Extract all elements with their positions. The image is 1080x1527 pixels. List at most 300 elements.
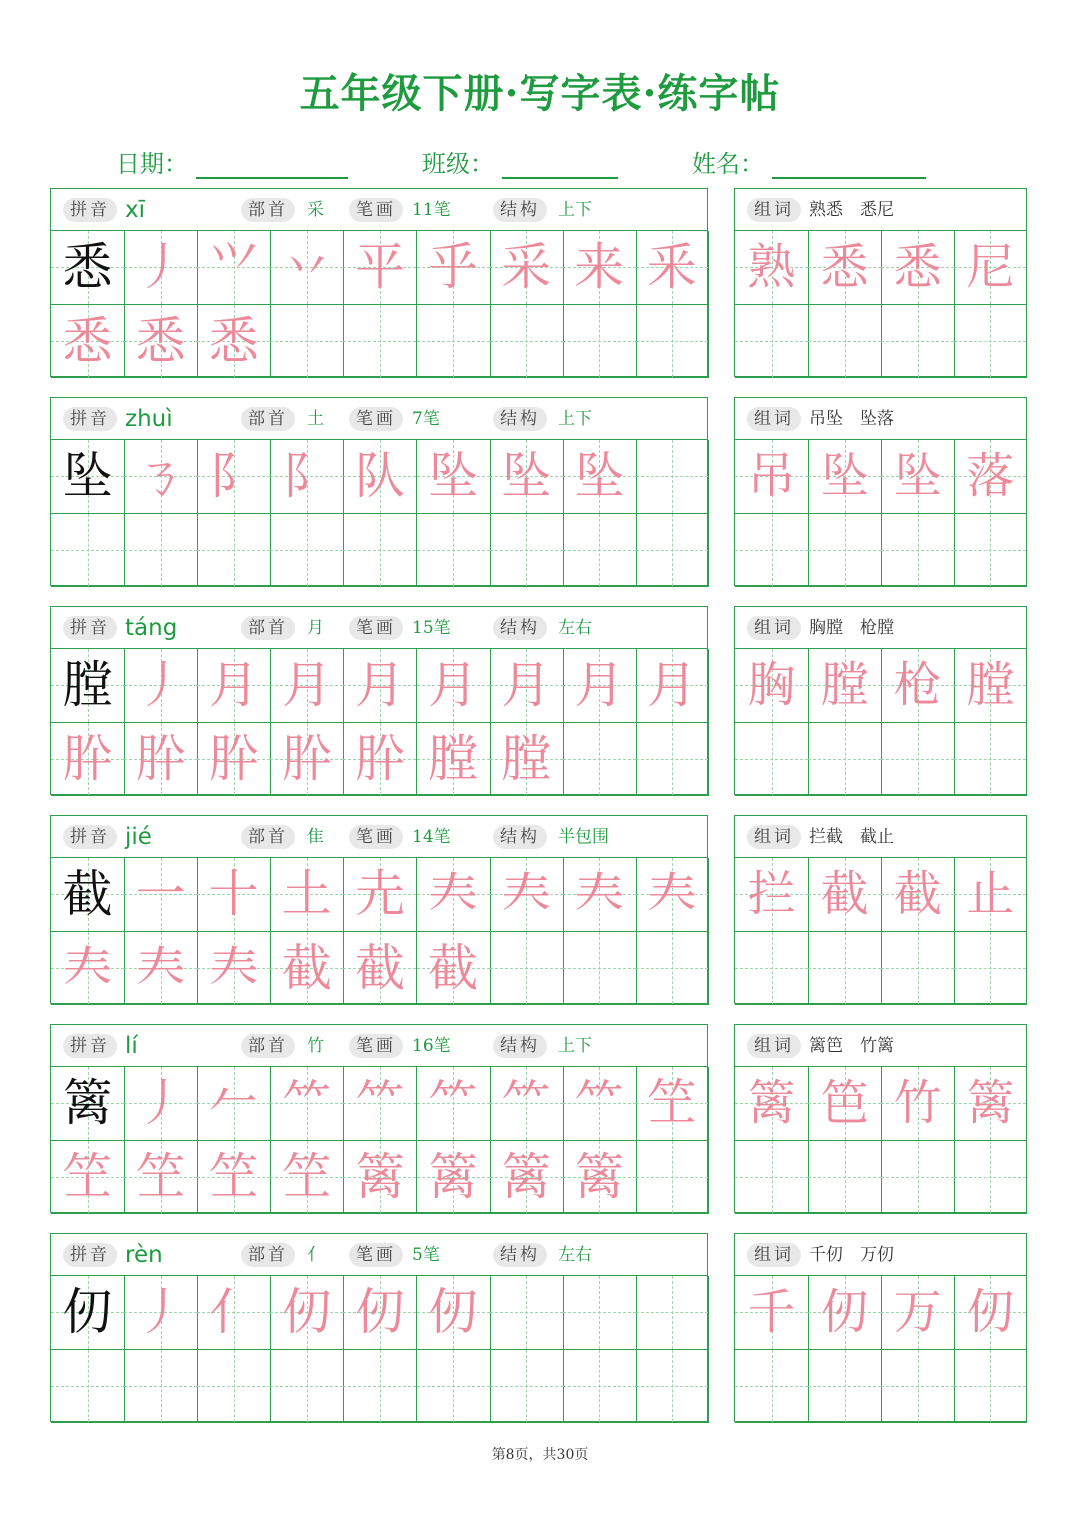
stroke-step-char: 丷: [281, 238, 332, 296]
grid-cell[interactable]: [563, 932, 637, 1006]
grid-guide-vertical: [990, 1350, 991, 1423]
grid-cell[interactable]: [124, 440, 198, 514]
stroke-step-char: 亻: [208, 1283, 259, 1341]
grid-cell[interactable]: [417, 932, 491, 1006]
radical-value: 竹: [307, 1036, 324, 1056]
grid-cell[interactable]: [881, 932, 955, 1006]
date-blank[interactable]: [196, 149, 348, 179]
grid-cell[interactable]: [636, 1350, 709, 1424]
grid-cell[interactable]: [735, 1141, 809, 1215]
grid-cell[interactable]: [808, 1067, 882, 1141]
grid-cell[interactable]: [490, 1350, 564, 1424]
grid-guide-vertical: [672, 440, 673, 513]
grid-guide-vertical: [234, 514, 235, 587]
grid-cell[interactable]: [51, 514, 125, 588]
grid-cell[interactable]: [270, 1067, 344, 1141]
grid-cell[interactable]: [735, 1067, 809, 1141]
grid-cell[interactable]: [954, 1067, 1027, 1141]
grid-cell[interactable]: [51, 649, 125, 723]
grid-cell[interactable]: [270, 723, 344, 797]
grid-guide-vertical: [990, 932, 991, 1005]
grid-cell[interactable]: [954, 932, 1027, 1006]
grid-cell[interactable]: [417, 514, 491, 588]
grid-cell[interactable]: [563, 723, 637, 797]
grid-cell[interactable]: [490, 231, 564, 305]
stroke-step-char: 月: [428, 656, 479, 714]
grid-cell[interactable]: [270, 932, 344, 1006]
grid-cell[interactable]: [490, 1141, 564, 1215]
grid-cell[interactable]: [343, 1067, 417, 1141]
stroke-step-char: 膛: [428, 729, 479, 788]
grid-cell[interactable]: [808, 1141, 882, 1215]
stroke-step-char: ⺮: [501, 1074, 552, 1132]
block-header: [51, 398, 707, 440]
grid-cell[interactable]: [881, 1067, 955, 1141]
grid-cell[interactable]: [563, 649, 637, 723]
page-title: 五年级下册·写字表·练字帖: [299, 70, 781, 117]
class-label: 班级：: [422, 150, 494, 178]
grid-guide-vertical: [380, 514, 381, 587]
grid-cell[interactable]: [270, 514, 344, 588]
block-header: [51, 1234, 707, 1276]
grid-guide-vertical: [88, 514, 89, 587]
grid-cell[interactable]: [808, 440, 882, 514]
word-char: 膛: [820, 657, 869, 713]
word-char: 篱: [747, 1075, 796, 1131]
grid-cell[interactable]: [124, 305, 198, 379]
pinyin-value: xī: [125, 197, 146, 223]
grid-cell[interactable]: [954, 1141, 1027, 1215]
grid-guide-vertical: [918, 723, 919, 796]
grid-cell[interactable]: [954, 723, 1027, 797]
word-char: 止: [966, 866, 1015, 922]
stroke-step-char: 悉: [208, 311, 259, 370]
word-char: 落: [966, 448, 1015, 504]
grid-cell[interactable]: [343, 1141, 417, 1215]
grid-cell[interactable]: [490, 514, 564, 588]
structure-label: 结构: [493, 1243, 547, 1267]
grid-cell[interactable]: [343, 1350, 417, 1424]
pinyin-label: 拼音: [63, 1034, 117, 1058]
grid-guide-vertical: [672, 1141, 673, 1214]
words-label: 组词: [747, 407, 801, 431]
grid-cell[interactable]: [343, 723, 417, 797]
grid-cell[interactable]: [197, 1141, 271, 1215]
grid-cell[interactable]: [270, 231, 344, 305]
grid-cell[interactable]: [343, 649, 417, 723]
grid-cell[interactable]: [954, 858, 1027, 932]
strokes-value: 5笔: [412, 1245, 440, 1265]
words-value: 胸膛 枪膛: [809, 618, 894, 638]
stroke-step-char: 𡗗: [428, 865, 479, 923]
words-value: 千仞 万仞: [809, 1245, 894, 1265]
grid-cell[interactable]: [270, 858, 344, 932]
grid-cell[interactable]: [563, 1350, 637, 1424]
radical-label: 部首: [241, 407, 295, 431]
grid-cell[interactable]: [124, 514, 198, 588]
grid-cell[interactable]: [197, 305, 271, 379]
grid-cell[interactable]: [197, 1067, 271, 1141]
grid-cell[interactable]: [808, 723, 882, 797]
grid-cell[interactable]: [417, 1350, 491, 1424]
grid-cell[interactable]: [124, 1141, 198, 1215]
stroke-step-char: 采: [501, 238, 552, 296]
page-footer: 第8页，共30页: [491, 1447, 589, 1463]
grid-cell[interactable]: [735, 932, 809, 1006]
pinyin-value: rèn: [125, 1242, 163, 1268]
grid-cell[interactable]: [490, 305, 564, 379]
word-practice-block: [734, 815, 1027, 1004]
grid-cell[interactable]: [881, 1276, 955, 1350]
word-char: 拦: [747, 866, 796, 922]
char-practice-block: [50, 606, 708, 795]
stroke-step-char: 仞: [354, 1283, 405, 1341]
grid-cell[interactable]: [197, 440, 271, 514]
grid-cell[interactable]: [563, 514, 637, 588]
stroke-step-char: 月: [354, 656, 405, 714]
grid-cell[interactable]: [197, 932, 271, 1006]
grid-cell[interactable]: [636, 514, 709, 588]
stroke-step-char: 阝: [281, 447, 332, 505]
stroke-step-char: 坠: [574, 447, 625, 505]
grid-cell[interactable]: [124, 1276, 198, 1350]
grid-cell[interactable]: [954, 440, 1027, 514]
grid-cell[interactable]: [124, 1350, 198, 1424]
grid-cell[interactable]: [490, 723, 564, 797]
grid-cell[interactable]: [735, 305, 809, 379]
grid-guide-vertical: [526, 305, 527, 378]
stroke-step-char: 笁: [646, 1074, 697, 1132]
stroke-step-char: 月: [574, 656, 625, 714]
stroke-step-char: 肸: [354, 729, 405, 788]
words-label: 组词: [747, 616, 801, 640]
grid-cell[interactable]: [954, 1276, 1027, 1350]
grid-cell[interactable]: [808, 858, 882, 932]
stroke-step-char: 坠: [428, 447, 479, 505]
grid-guide-vertical: [453, 1350, 454, 1423]
grid-cell[interactable]: [954, 305, 1027, 379]
strokes-value: 7笔: [412, 409, 440, 429]
stroke-step-char: 一: [135, 865, 186, 923]
grid-cell[interactable]: [490, 649, 564, 723]
grid-cell[interactable]: [735, 649, 809, 723]
grid-cell[interactable]: [735, 1350, 809, 1424]
grid-cell[interactable]: [417, 1141, 491, 1215]
grid-cell[interactable]: [343, 1276, 417, 1350]
stroke-step-char: 丿: [135, 238, 186, 296]
grid-guide-vertical: [918, 1141, 919, 1214]
grid-guide-vertical: [453, 305, 454, 378]
stroke-step-char: 肸: [208, 729, 259, 788]
word-char: 仞: [820, 1284, 869, 1340]
grid-cell[interactable]: [417, 231, 491, 305]
words-value: 拦截 截止: [809, 827, 894, 847]
grid-cell[interactable]: [881, 440, 955, 514]
word-char: 枪: [893, 657, 942, 713]
stroke-step-char: 队: [354, 447, 405, 505]
grid-cell[interactable]: [343, 514, 417, 588]
grid-cell[interactable]: [808, 932, 882, 1006]
grid-cell[interactable]: [270, 1276, 344, 1350]
grid-cell[interactable]: [197, 1276, 271, 1350]
grid-cell[interactable]: [197, 231, 271, 305]
grid-cell[interactable]: [197, 649, 271, 723]
strokes-label: 笔画: [349, 198, 403, 222]
word-practice-block: [734, 397, 1027, 586]
grid-cell[interactable]: [881, 649, 955, 723]
grid-cell[interactable]: [563, 858, 637, 932]
stroke-step-char: 𡗗: [135, 938, 186, 997]
grid-cell[interactable]: [343, 858, 417, 932]
grid-cell[interactable]: [51, 1350, 125, 1424]
grid-guide-vertical: [845, 723, 846, 796]
grid-cell[interactable]: [563, 440, 637, 514]
stroke-step-char: 膛: [501, 729, 552, 788]
grid-cell[interactable]: [417, 305, 491, 379]
grid-guide-vertical: [672, 1276, 673, 1349]
grid-cell[interactable]: [51, 440, 125, 514]
grid-guide-vertical: [845, 305, 846, 378]
grid-guide-vertical: [772, 305, 773, 378]
grid-guide-vertical: [772, 723, 773, 796]
structure-label: 结构: [493, 198, 547, 222]
grid-cell[interactable]: [563, 305, 637, 379]
grid-cell[interactable]: [51, 932, 125, 1006]
stroke-step-char: 𡗗: [646, 865, 697, 923]
grid-cell[interactable]: [954, 231, 1027, 305]
grid-cell[interactable]: [735, 723, 809, 797]
grid-cell[interactable]: [808, 231, 882, 305]
block-header: [51, 1025, 707, 1067]
grid-cell[interactable]: [343, 932, 417, 1006]
grid-cell[interactable]: [808, 1350, 882, 1424]
grid-cell[interactable]: [563, 231, 637, 305]
grid-cell[interactable]: [735, 858, 809, 932]
grid-cell[interactable]: [563, 1276, 637, 1350]
grid-cell[interactable]: [124, 231, 198, 305]
grid-cell[interactable]: [197, 858, 271, 932]
grid-cell[interactable]: [51, 231, 125, 305]
words-label: 组词: [747, 1034, 801, 1058]
stroke-step-char: ⺮: [428, 1074, 479, 1132]
grid-cell[interactable]: [954, 649, 1027, 723]
words-label: 组词: [747, 825, 801, 849]
stroke-step-char: 截: [428, 938, 479, 997]
char-practice-block: [50, 188, 708, 377]
name-blank[interactable]: [772, 149, 926, 179]
word-char: 膛: [966, 657, 1015, 713]
grid-cell[interactable]: [197, 1350, 271, 1424]
pinyin-label: 拼音: [63, 198, 117, 222]
grid-guide-vertical: [845, 1141, 846, 1214]
grid-cell[interactable]: [954, 1350, 1027, 1424]
stroke-step-char: 篱: [574, 1147, 625, 1206]
word-char: 悉: [893, 239, 942, 295]
structure-value: 左右: [558, 618, 592, 638]
grid-cell[interactable]: [270, 649, 344, 723]
stroke-step-char: 月: [281, 656, 332, 714]
grid-cell[interactable]: [51, 723, 125, 797]
stroke-step-char: 月: [208, 656, 259, 714]
radical-label: 部首: [241, 1034, 295, 1058]
grid-cell[interactable]: [417, 649, 491, 723]
word-header: [735, 1234, 1026, 1276]
grid-guide-vertical: [88, 1350, 89, 1423]
word-header: [735, 607, 1026, 649]
word-char: 万: [893, 1284, 942, 1340]
grid-cell[interactable]: [636, 440, 709, 514]
strokes-label: 笔画: [349, 407, 403, 431]
grid-cell[interactable]: [124, 723, 198, 797]
word-practice-block: [734, 606, 1027, 795]
grid-cell[interactable]: [881, 723, 955, 797]
grid-cell[interactable]: [417, 1067, 491, 1141]
model-char: 坠: [62, 447, 113, 505]
grid-cell[interactable]: [490, 440, 564, 514]
model-char: 膛: [62, 656, 113, 714]
grid-cell[interactable]: [808, 514, 882, 588]
grid-cell[interactable]: [51, 1141, 125, 1215]
radical-value: 土: [307, 409, 324, 429]
grid-cell[interactable]: [881, 858, 955, 932]
grid-cell[interactable]: [124, 649, 198, 723]
grid-cell[interactable]: [124, 1067, 198, 1141]
grid-cell[interactable]: [636, 1067, 709, 1141]
grid-cell[interactable]: [490, 932, 564, 1006]
grid-cell[interactable]: [51, 305, 125, 379]
strokes-label: 笔画: [349, 825, 403, 849]
grid-guide-vertical: [599, 1276, 600, 1349]
grid-guide-vertical: [990, 1141, 991, 1214]
grid-guide-vertical: [672, 514, 673, 587]
stroke-step-char: 月: [501, 656, 552, 714]
grid-cell[interactable]: [636, 1141, 709, 1215]
grid-cell[interactable]: [735, 231, 809, 305]
stroke-step-char: 丿: [135, 1283, 186, 1341]
grid-guide-vertical: [307, 305, 308, 378]
strokes-label: 笔画: [349, 1034, 403, 1058]
grid-guide-vertical: [453, 514, 454, 587]
word-header: [735, 398, 1026, 440]
word-header: [735, 816, 1026, 858]
pinyin-label: 拼音: [63, 825, 117, 849]
grid-cell[interactable]: [881, 305, 955, 379]
grid-guide-vertical: [599, 305, 600, 378]
pinyin-label: 拼音: [63, 616, 117, 640]
grid-cell[interactable]: [636, 305, 709, 379]
grid-cell[interactable]: [490, 858, 564, 932]
grid-cell[interactable]: [490, 1067, 564, 1141]
stroke-step-char: ⺮: [574, 1074, 625, 1132]
grid-cell[interactable]: [343, 231, 417, 305]
class-blank[interactable]: [502, 149, 618, 179]
char-practice-block: [50, 1233, 708, 1422]
class-field: [422, 144, 618, 179]
grid-cell[interactable]: [881, 514, 955, 588]
structure-value: 上下: [558, 1036, 592, 1056]
grid-cell[interactable]: [417, 440, 491, 514]
word-header: [735, 189, 1026, 231]
grid-cell[interactable]: [881, 231, 955, 305]
grid-cell[interactable]: [636, 858, 709, 932]
grid-cell[interactable]: [270, 1350, 344, 1424]
word-char: 篱: [966, 1075, 1015, 1131]
words-label: 组词: [747, 198, 801, 222]
word-practice-block: [734, 1233, 1027, 1422]
grid-guide-vertical: [526, 1350, 527, 1423]
grid-guide-vertical: [990, 305, 991, 378]
grid-cell[interactable]: [51, 858, 125, 932]
grid-cell[interactable]: [270, 305, 344, 379]
grid-cell[interactable]: [881, 1350, 955, 1424]
char-practice-block: [50, 1024, 708, 1213]
grid-cell[interactable]: [490, 1276, 564, 1350]
grid-guide-vertical: [526, 514, 527, 587]
grid-cell[interactable]: [343, 440, 417, 514]
pinyin-value: táng: [125, 615, 178, 641]
grid-cell[interactable]: [343, 305, 417, 379]
grid-cell[interactable]: [636, 649, 709, 723]
word-char: 仞: [966, 1284, 1015, 1340]
grid-cell[interactable]: [808, 649, 882, 723]
grid-cell[interactable]: [563, 1141, 637, 1215]
grid-cell[interactable]: [417, 723, 491, 797]
stroke-step-char: 仞: [428, 1283, 479, 1341]
grid-cell[interactable]: [270, 1141, 344, 1215]
grid-cell[interactable]: [954, 514, 1027, 588]
grid-cell[interactable]: [636, 932, 709, 1006]
grid-cell[interactable]: [808, 305, 882, 379]
grid-cell[interactable]: [636, 723, 709, 797]
grid-cell[interactable]: [124, 858, 198, 932]
grid-cell[interactable]: [636, 1276, 709, 1350]
grid-cell[interactable]: [735, 440, 809, 514]
word-char: 笆: [820, 1075, 869, 1131]
stroke-step-char: 肸: [135, 729, 186, 788]
grid-cell[interactable]: [270, 440, 344, 514]
grid-cell[interactable]: [417, 858, 491, 932]
pinyin-value: zhuì: [125, 406, 173, 432]
words-value: 吊坠 坠落: [809, 409, 894, 429]
grid-cell[interactable]: [124, 932, 198, 1006]
strokes-value: 15笔: [412, 618, 451, 638]
grid-cell[interactable]: [563, 1067, 637, 1141]
pinyin-label: 拼音: [63, 1243, 117, 1267]
grid-cell[interactable]: [808, 1276, 882, 1350]
char-practice-block: [50, 815, 708, 1004]
grid-guide-vertical: [599, 1350, 600, 1423]
block-header: [51, 607, 707, 649]
stroke-step-char: 圥: [354, 865, 405, 923]
grid-cell[interactable]: [197, 514, 271, 588]
grid-cell[interactable]: [636, 231, 709, 305]
grid-cell[interactable]: [735, 514, 809, 588]
stroke-step-char: 𡗗: [574, 865, 625, 923]
grid-guide-vertical: [990, 723, 991, 796]
name-field: [692, 144, 926, 179]
grid-cell[interactable]: [881, 1141, 955, 1215]
word-char: 千: [747, 1284, 796, 1340]
grid-cell[interactable]: [197, 723, 271, 797]
stroke-step-char: 十: [208, 865, 259, 923]
grid-cell[interactable]: [51, 1067, 125, 1141]
name-label: 姓名：: [692, 150, 764, 178]
grid-cell[interactable]: [417, 1276, 491, 1350]
grid-guide-vertical: [599, 723, 600, 796]
grid-cell[interactable]: [51, 1276, 125, 1350]
grid-cell[interactable]: [735, 1276, 809, 1350]
grid-guide-vertical: [918, 305, 919, 378]
